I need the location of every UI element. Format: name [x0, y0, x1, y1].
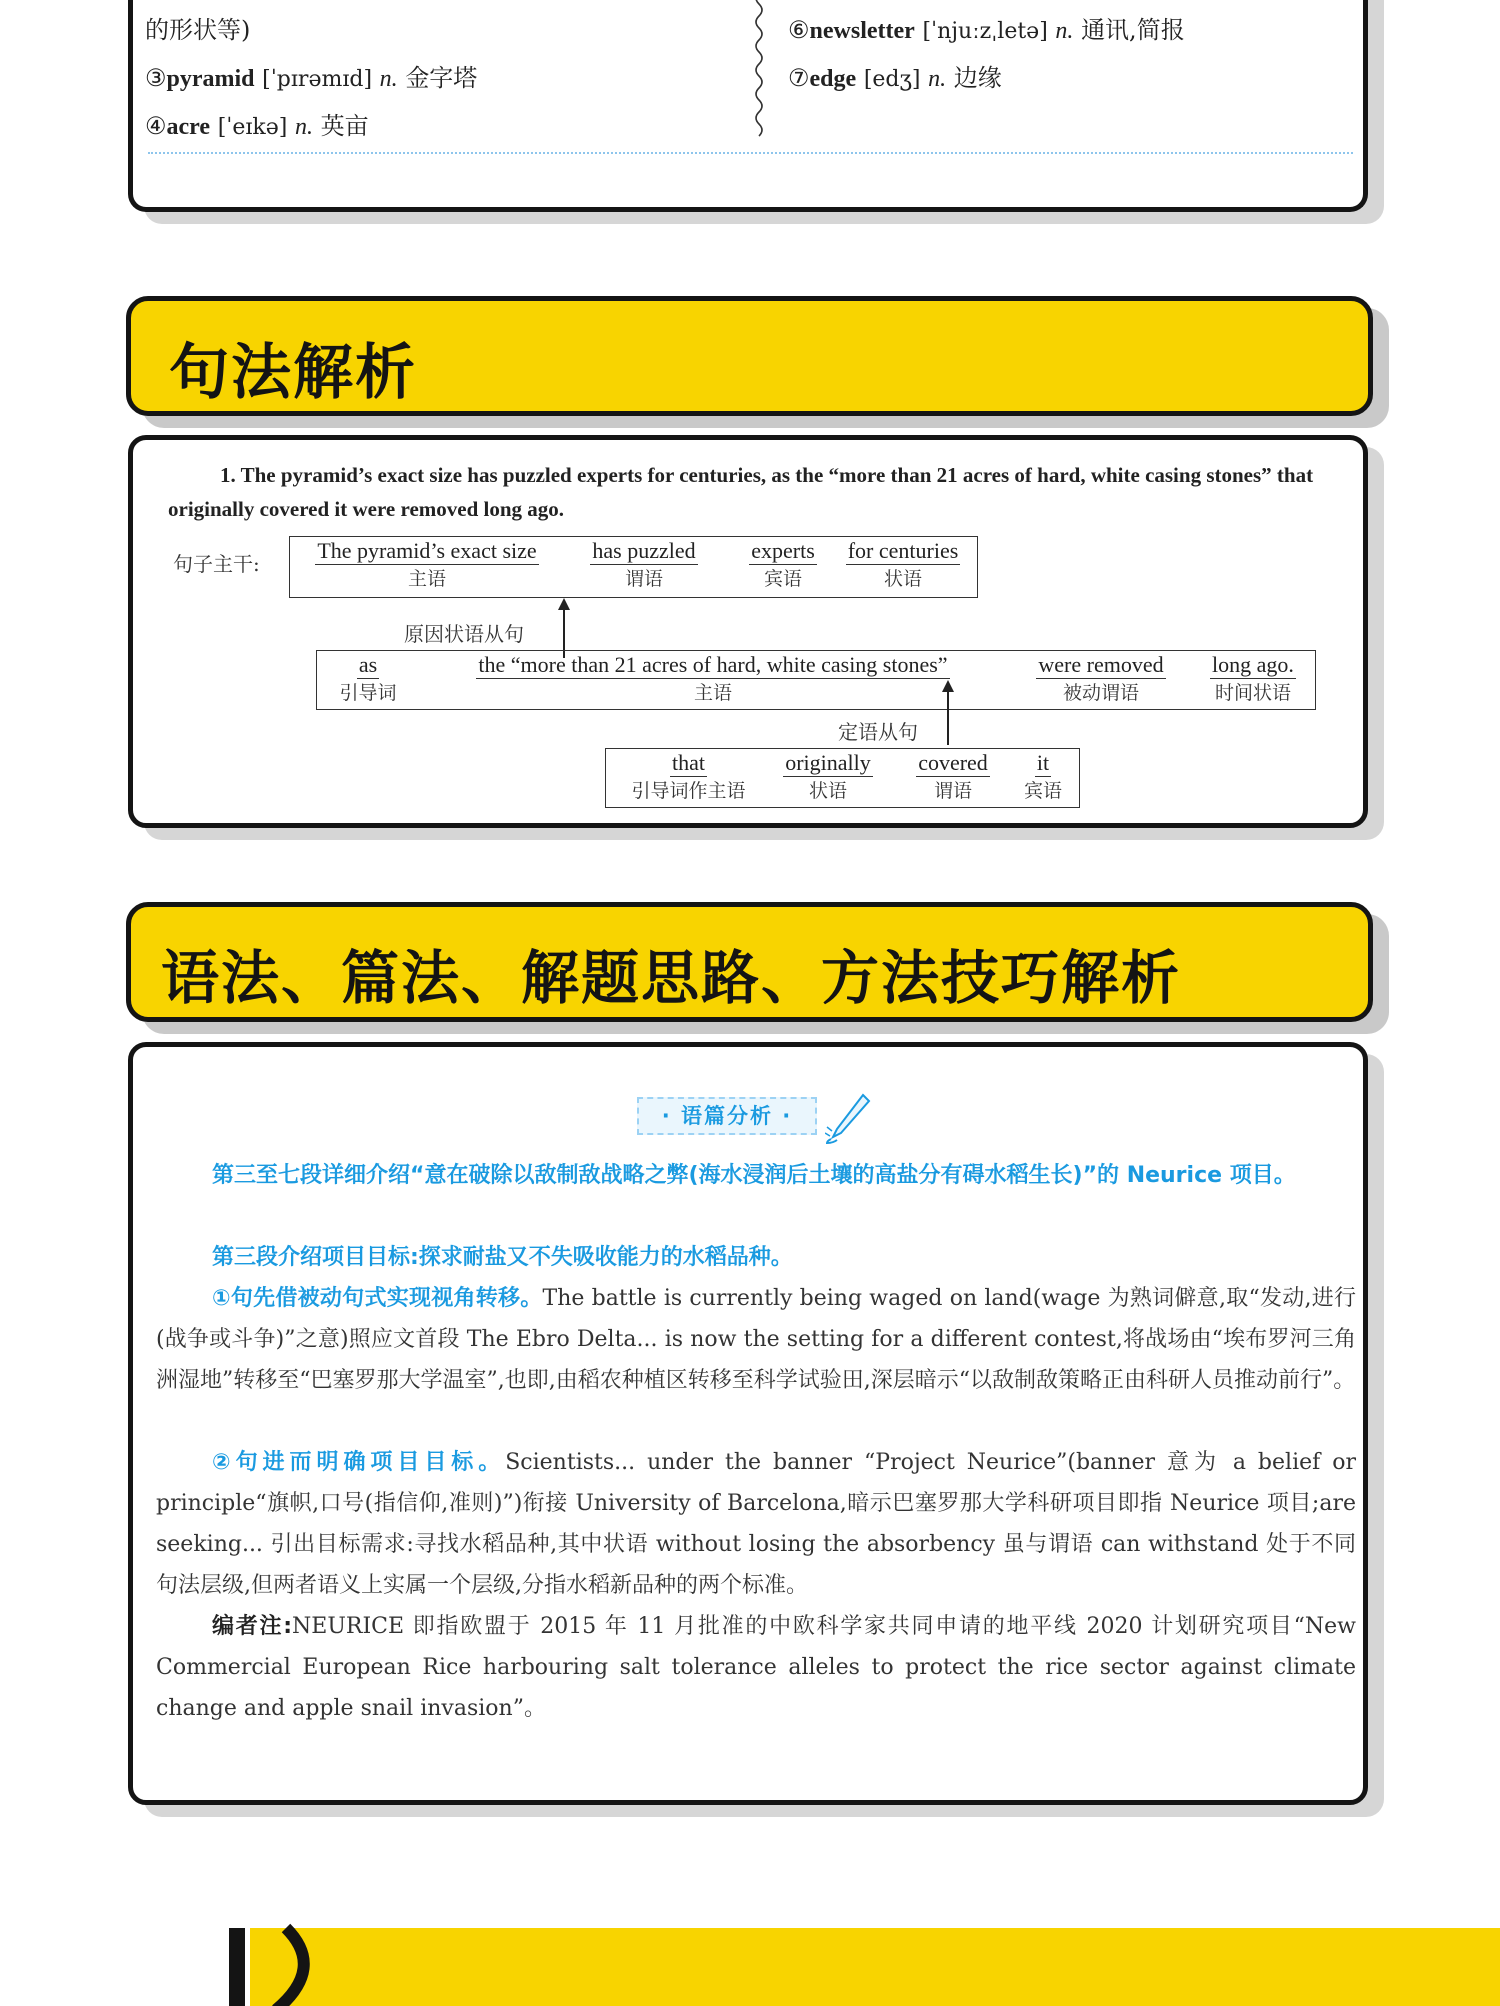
- clause2-object: it 宾语: [1023, 750, 1062, 802]
- dotted-divider: [148, 152, 1353, 154]
- syntax-analysis-card: [128, 435, 1368, 828]
- analysis-paragraph-1: 第三至七段详细介绍“意在破除以敌制敌战略之弊(海水浸润后土壤的高盐分有碍水稻生长)”的 Neurice 项目。: [212, 1163, 1296, 1188]
- clause1-conjunction: as 引导词: [339, 652, 397, 704]
- main-object: experts 宾语: [751, 538, 815, 590]
- clause2-predicate: covered 谓语: [918, 750, 988, 802]
- vocab-item-map-cont: 的形状等): [145, 16, 251, 44]
- main-predicate: has puzzled 谓语: [592, 538, 696, 590]
- analysis-paragraph-4: ②句进而明确项目目标。Scientists... under the banner “Project Neurice”(banner 意为 a belief or principle“旗帜,口号(指信仰,准则)”)衔接 University of Barcelona,暗示巴塞罗那大学科研项目即指 Neurice 项目;are seeking... 引出目标需求:寻找水稻品种,其中状语 without losing the absorbency 虽与谓语 can withstand 处于不同句法层级,但两者语义上实属一个层级,分指水稻新品种的两个标准。: [156, 1450, 1356, 1598]
- vocab-item-pyramid: ③pyramid [ˈpɪrəmɪd] n. 金字塔: [145, 64, 478, 92]
- clause2-adverbial: originally 状语: [785, 750, 871, 802]
- vocab-item-newsletter: ⑥newsletter [ˈnjuːzˌletə] n. 通讯,简报: [788, 16, 1185, 44]
- discourse-analysis-tag: · 语篇分析 ·: [637, 1097, 817, 1135]
- clause2-label: 定语从句: [838, 720, 918, 744]
- wavy-divider: [750, 0, 768, 140]
- main-subject: The pyramid’s exact size 主语: [317, 538, 537, 590]
- editor-note: 编者注:NEURICE 即指欧盟于 2015 年 11 月批准的中欧科学家共同申请的地平线 2020 计划研究项目“New Commercial European Rice harbouring salt tolerance alleles to protect the rice sector against climate change and apple snail invasion”。: [156, 1614, 1356, 1721]
- vocab-item-edge: ⑦edge [edʒ] n. 边缘: [788, 64, 1002, 92]
- vocab-item-acre: ④acre [ˈeɪkə] n. 英亩: [145, 112, 369, 140]
- vocabulary-card: [128, 0, 1368, 212]
- clause1-subject: the “more than 21 acres of hard, white casing stones” 主语: [478, 652, 948, 704]
- clause2-relative-pronoun: that 引导词作主语: [631, 750, 746, 802]
- clause1-adverbial: long ago. 时间状语: [1212, 652, 1294, 704]
- clause1-label: 原因状语从句: [404, 622, 524, 646]
- example-sentence: 1. The pyramid’s exact size has puzzled experts for centuries, as the “more than 21 acres of hard, white casing stones” that originally covered it were removed long ago.: [168, 463, 1314, 521]
- clause1-predicate: were removed 被动谓语: [1038, 652, 1164, 704]
- arrow-line-2: [947, 690, 949, 745]
- discourse-analysis-card: [128, 1042, 1368, 1805]
- banner-corner-decoration: [238, 1920, 338, 2006]
- syntax-section-banner: [126, 296, 1373, 416]
- vocab-left-column: [145, 0, 735, 150]
- vocab-right-column: [788, 0, 1348, 102]
- main-adverbial: for centuries 状语: [847, 538, 959, 590]
- next-section-banner: [250, 1928, 1500, 2006]
- analysis-section-banner: [126, 902, 1373, 1022]
- analysis-paragraph-2: 第三段介绍项目目标:探求耐盐又不失吸收能力的水稻品种。: [212, 1245, 793, 1270]
- section-title: 语法、篇法、解题思路、方法技巧解析: [161, 944, 1182, 1012]
- main-clause-label: 句子主干:: [173, 552, 260, 576]
- analysis-paragraph-3: ①句先借被动句式实现视角转移。The battle is currently being waged on land(wage 为熟词僻意,取“发动,进行(战争或斗争)”之意)照应文首段 The Ebro Delta... is now the setting for a different contest,将战场由“埃布罗河三角洲湿地”转移至“巴塞罗那大学温室”,也即,由稻农种植区转移至科学试验田,深层暗示“以敌制敌策略正由科研人员推动前行”。: [156, 1286, 1356, 1393]
- pen-icon: [825, 1093, 871, 1145]
- section-title: 句法解析: [169, 338, 417, 408]
